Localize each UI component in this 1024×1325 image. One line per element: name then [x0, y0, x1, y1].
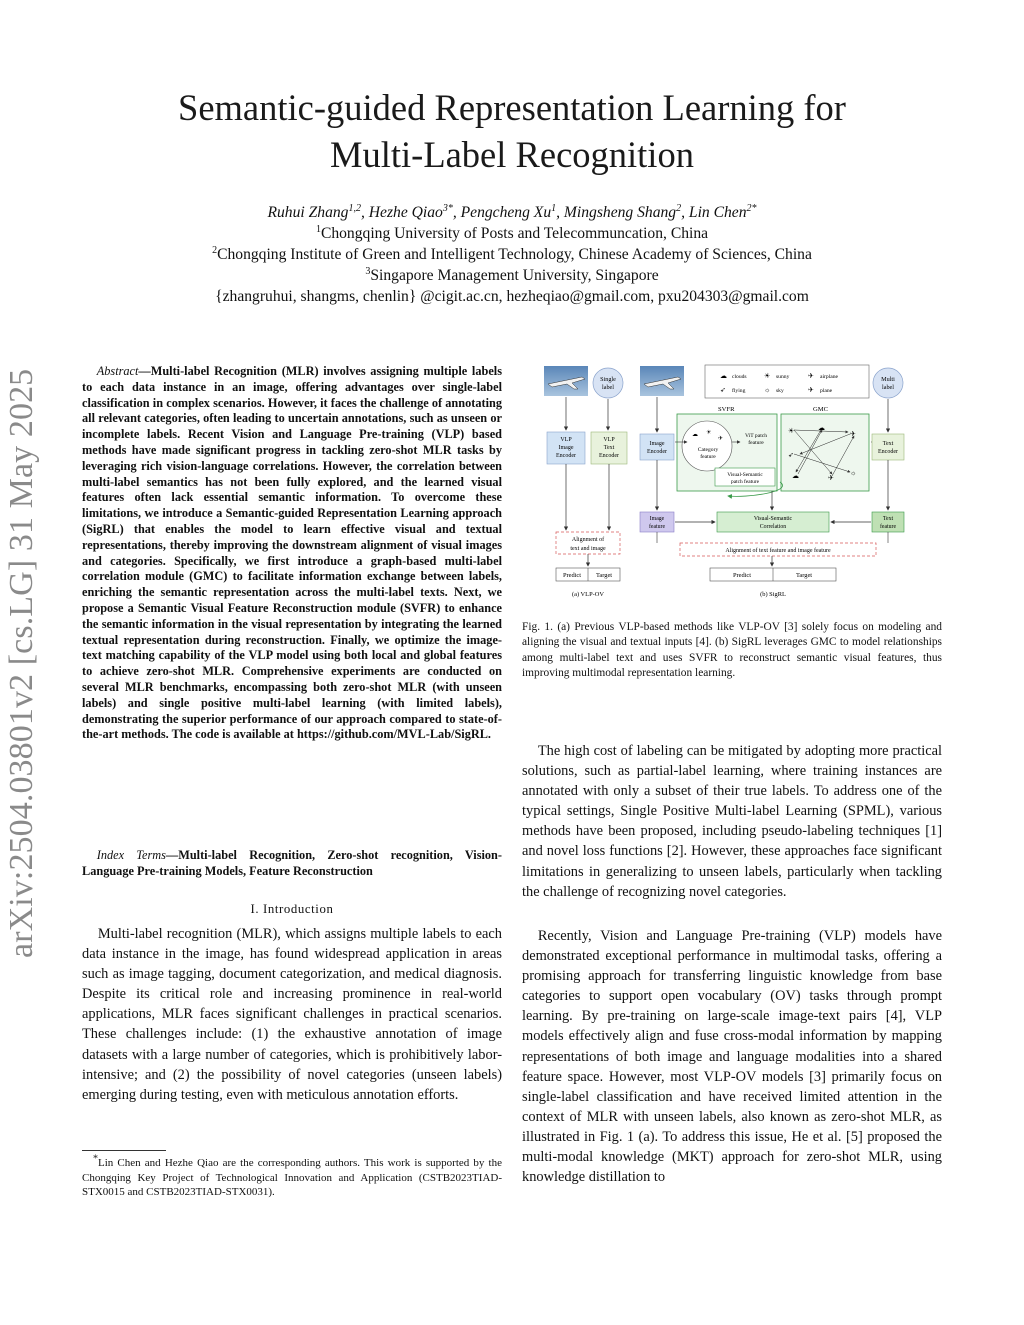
figure-1-caption: Fig. 1. (a) Previous VLP-based methods like VLP-OV [3] solely focus on modeling and aligning the visual and textual inputs [4]. (b) SigRL leverages GMC to model relationships among multi-label text and uses SVFR to reconstruct semantic visual features, thus improving multimodal representation learning. [522, 621, 942, 680]
sun-icon: ☀ [764, 372, 771, 380]
predict-target-b [710, 568, 836, 581]
svg-text:Predict: Predict [732, 572, 752, 579]
sun-icon: ☀ [788, 427, 795, 435]
index-terms-text: —Multi-label Recognition, Zero-shot recognition, Vision-Language Pre-training Models, Feature Reconstruction [82, 848, 502, 878]
footnote-divider [82, 1150, 166, 1151]
svg-text:VLP: VLP [603, 437, 615, 443]
svg-text:ViT patch: ViT patch [744, 433, 768, 439]
svg-text:flying: flying [732, 388, 746, 394]
svg-text:feature: feature [648, 524, 666, 530]
image-encoder [640, 434, 674, 460]
svg-text:sunny: sunny [776, 374, 790, 380]
cloud-icon: ☁ [818, 424, 825, 432]
svg-text:Target: Target [795, 572, 813, 579]
text-feature-box [872, 512, 904, 532]
intro-paragraph-1: Multi-label recognition (MLR), which assigns multiple labels to each data instance in the image, has found widespread application in areas such as image tagging, document categorization, and medical diagnosis. Despite its critical role and increasing prominence in real-world applications, MLR faces significant challenges in practical scenarios. These challenges include: (1) the exhaustive annotation of image datasets with a large number of categories, which is prohibitively labor-intensive; and (2) the possibility of novel categories (unseen labels) emerging during testing, even with meticulous annotation efforts. [82, 926, 502, 1103]
plane-photo-b [640, 366, 684, 396]
plane-icon: ✈ [828, 474, 834, 482]
gmc-label: GMC [813, 406, 829, 413]
sun-icon: ☀ [706, 430, 712, 436]
arxiv-stamp: arXiv:2504.03801v2 [cs.LG] 31 May 2025 [3, 368, 40, 958]
alignment-box-a [556, 532, 620, 554]
title-line-2: Multi-Label Recognition [330, 134, 694, 175]
svg-text:Visual-Semantic: Visual-Semantic [753, 516, 793, 522]
affiliation-3: $^3$Singapore Management University, Singapore [365, 265, 659, 284]
author: Mingsheng Shang$^2$, [563, 202, 689, 221]
author: Ruhui Zhang$^{1,2}$, [267, 202, 369, 221]
svg-text:Alignment of: Alignment of [571, 537, 605, 543]
svg-text:Single: Single [600, 376, 616, 383]
svg-text:plane: plane [820, 388, 833, 394]
svg-text:clouds: clouds [732, 374, 747, 380]
wing-icon: ➶ [788, 451, 794, 459]
vlp-text-encoder [591, 432, 627, 464]
cloud-icon: ☁ [792, 472, 799, 480]
svg-text:Predict: Predict [562, 572, 582, 579]
svg-text:text and image: text and image [570, 546, 606, 552]
author-emails: {zhangruhui, shangms, chenlin} @cigit.ac.cn, hezheqiao@gmail.com, pxu204303@gmail.com [215, 288, 809, 305]
svg-text:Alignment of text feature and: Alignment of text feature and image feature [725, 548, 831, 554]
wing-icon: ➶ [720, 386, 726, 394]
index-terms-label: Index Terms [96, 848, 166, 862]
subcaption-b: (b) SigRL [760, 591, 786, 598]
airplane-icon: ✈ [808, 372, 814, 380]
gmc-module [781, 414, 869, 491]
alignment-box-b [680, 543, 876, 556]
svfr-label: SVFR [718, 406, 735, 413]
svg-text:sky: sky [776, 388, 784, 394]
author-list [80, 202, 944, 223]
predict-target-a [556, 568, 620, 581]
right-paragraph-1: The high cost of labeling can be mitigated by adopting more practical solutions, such as partial-label learning, where training instances are annotated with only a subset of their true labels. To address one of the typical settings, Single Positive Multi-label Learning (SPML), various methods have been proposed, including pseudo-labeling techniques [1] and novel loss functions [2]. However, these approaches face significant limitations in generalizing to unseen labels, particularly when tackling the challenge of recognizing novel categories. [522, 743, 942, 900]
svg-text:Encoder: Encoder [647, 449, 667, 455]
svg-text:Target: Target [595, 572, 613, 579]
footnote: *Lin Chen and Hezhe Qiao are the corresponding authors. This work is supported by the Chongqing Key Project of Technological Innovation and Application (CSTB2023TIAD-STX0015 and CSTB2023TIAD-STX0031). [82, 1153, 502, 1199]
plane-photo-a [544, 366, 588, 396]
svfr-module [677, 414, 777, 491]
svg-text:feature: feature [748, 440, 764, 446]
single-label-node [593, 368, 623, 398]
cloud-icon: ☁ [720, 372, 727, 380]
svg-text:Text: Text [882, 516, 894, 522]
text-encoder [872, 434, 904, 460]
cloud-icon: ☁ [692, 432, 698, 438]
section-heading-introduction: I. Introduction [250, 902, 334, 916]
paper-title [80, 84, 944, 178]
author: Pengcheng Xu$^1$, [460, 202, 564, 221]
vlp-image-encoder [547, 432, 585, 464]
airplane-icon: ✈ [850, 430, 856, 438]
right-paragraph-2: Recently, Vision and Language Pre-training (VLP) models have demonstrated exceptional performance in multimodal tasks, offering a promising approach for transferring linguistic knowledge from base categories to support open vocabulary (OV) tasks through prompt learning. By pre-training on large-scale image-text pairs [4], VLP models effectively align and fuse cross-modal information by mapping representations of both image and language modalities into a shared feature space. However, most VLP-OV models [3] primarily focus on single-label classification and have received limited attention in the context of MLR with unseen labels, also known as zero-shot MLR, as illustrated in Fig. 1 (a). To address this issue, He et al. [5] proposed the multi-modal knowledge (MKT) approach for zero-shot MLR, using knowledge distillation to [522, 928, 942, 1186]
sky-icon: ☼ [850, 469, 857, 477]
svg-text:Image: Image [558, 445, 574, 451]
svg-text:Text: Text [882, 441, 894, 447]
svg-text:Image: Image [649, 516, 665, 522]
abstract [82, 364, 502, 743]
svg-text:label: label [601, 384, 615, 391]
svg-text:feature: feature [700, 454, 716, 460]
affiliation-2: $^2$Chongqing Institute of Green and Intelligent Technology, Chinese Academy of Sciences, China [212, 244, 812, 263]
affiliation-1: $^1$Chongqing University of Posts and Telecommuncation, China [315, 223, 709, 242]
svg-text:Image: Image [649, 441, 665, 447]
abstract-label: Abstract [96, 364, 139, 378]
vs-correlation-box [717, 512, 829, 532]
author: Lin Chen$^{2*}$ [688, 202, 757, 221]
plane-icon: ✈ [808, 386, 814, 394]
svg-text:Encoder: Encoder [599, 453, 619, 459]
sky-icon: ☼ [764, 386, 771, 394]
figure-1-diagram [532, 362, 932, 607]
svg-text:Correlation: Correlation [759, 524, 787, 530]
svg-text:Text: Text [603, 445, 615, 451]
subcaption-a: (a) VLP-OV [571, 591, 605, 598]
svg-text:Encoder: Encoder [556, 453, 576, 459]
svg-text:VLP: VLP [560, 437, 572, 443]
svg-text:Visual-Semantic: Visual-Semantic [727, 472, 763, 478]
airplane-icon: ✈ [718, 436, 724, 442]
label-strip [705, 365, 869, 398]
svg-text:Multi: Multi [881, 376, 895, 383]
abstract-text: —Multi-label Recognition (MLR) involves assigning multiple labels to each data instance in an image, offering advantages over single-label classification in complex scenarios. However, it faces the challenge of annotating all relevant categories, often leading to uncertain annotations, such as unseen or incomplete labels. Recent Vision and Language Pre-training (VLP) based methods have made significant progress in tackling zero-shot MLR tasks by leveraging rich vision-language correlations. However, the correlation between multi-label semantics has not been fully explored, and the learned visual features often lack essential semantic information. To overcome these limitations, we introduce a Semantic-guided Representation Learning approach (SigRL) that enables the model to learn effective visual and textual representations, thereby improving the downstream alignment of visual images and categories. Specifically, we first introduce a graph-based multi-label correlation module (GMC) to facilitate information exchange between labels, enriching the semantic representation across the multi-label texts. Next, we propose a Semantic Visual Feature Reconstruction module (SVFR) to enhance the semantic information in the visual representation by integrating the learned textual representation during reconstruction. Finally, we optimize the image-text matching capability of the VLP model using both local and global features to achieve zero-shot MLR. Comprehensive experiments are conducted on several MLR benchmarks, encompassing both zero-shot MLR (with unseen labels) and single positive multi-label learning (with limited labels), demonstrating the superior performance of our approach compared to state-of-the-art methods. The code is available at https://github.com/MVL-Lab/SigRL. [82, 364, 502, 742]
svg-text:airplane: airplane [820, 374, 839, 380]
index-terms [82, 848, 502, 880]
title-line-1: Semantic-guided Representation Learning for [178, 87, 846, 128]
svg-text:patch feature: patch feature [731, 479, 759, 485]
svg-text:label: label [881, 384, 895, 391]
svg-text:feature: feature [879, 524, 897, 530]
multi-label-node [873, 368, 903, 398]
svg-text:Category: Category [697, 447, 719, 453]
image-feature-box [640, 512, 674, 532]
svg-text:Encoder: Encoder [878, 449, 898, 455]
author: Hezhe Qiao$^{3*}$, [368, 202, 461, 221]
